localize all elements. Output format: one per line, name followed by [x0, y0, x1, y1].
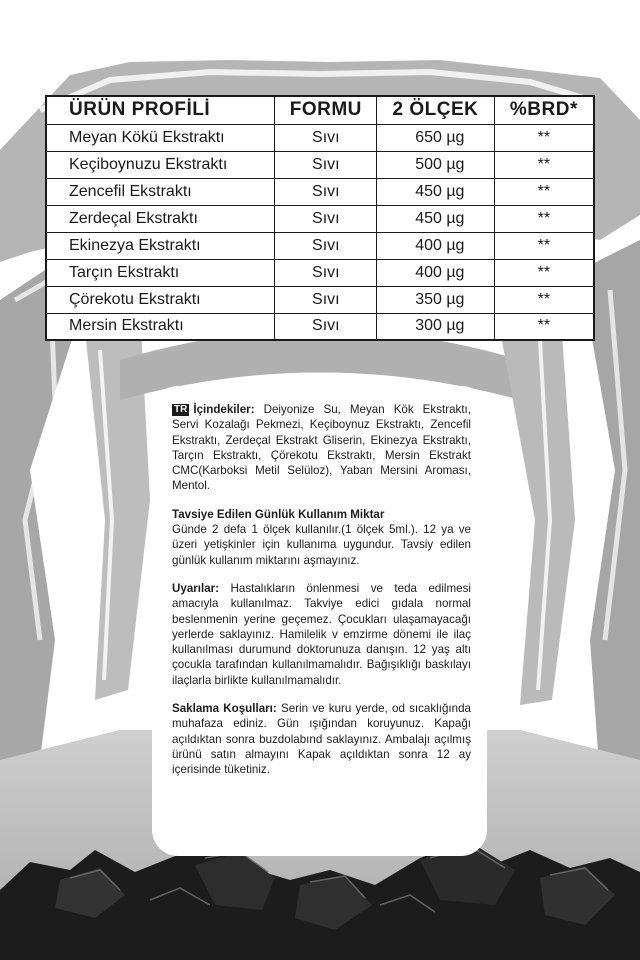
ingredients-text: Deiyonize Su, Meyan Kök Ekstraktı, Servi Kozalağı Pekmezi, Keçiboynuz Ekstraktı, Zencefil Ekstraktı, Zerdeçal Ekstrakt Gliserin, Ekinezya Ekstraktı, Tarçın Ekstraktı, Çörekotu Ekstraktı, Mersin Ekstrakt CMC(Karboksi Metil Selüloz), Yaban Mersini Aroması, Mentol. [172, 403, 471, 493]
ingredient-brd: ** [494, 124, 594, 151]
ingredient-brd: ** [494, 151, 594, 178]
ingredient-name: Keçiboynuzu Ekstraktı [46, 151, 275, 178]
ingredient-name: Zerdeçal Ekstraktı [46, 205, 275, 232]
product-profile-table [45, 95, 595, 341]
table-row [46, 151, 594, 178]
ingredient-amount: 500 µg [377, 151, 495, 178]
ingredient-form: Sıvı [275, 178, 377, 205]
ingredient-amount: 400 µg [377, 259, 495, 286]
ingredient-name: Tarçın Ekstraktı [46, 259, 275, 286]
ingredient-brd: ** [494, 313, 594, 340]
usage-section [172, 507, 471, 568]
table-header-row [46, 96, 594, 124]
ingredient-name: Çörekotu Ekstraktı [46, 286, 275, 313]
warnings-text: Hastalıkların önlenmesi ve teda edilmesi amacıyla kullanılmaz. Takviye edici gıdala normal beslenmenin yerine geçemez. Çocukları ulaşamayacağı yerlerde saklayınız. Hamilelik v emzirme dönemi ile ilaç kullanılması durumund doktorunuza danışın. 12 yaş altı çocukla tarafından kullanılmamalıdır. Bağışıklığı baskılayı ilaçlarla birlikte kullanılmamalıdır. [172, 581, 471, 687]
ingredient-form: Sıvı [275, 286, 377, 313]
usage-heading: Tavsiye Edilen Günlük Kullanım Miktar [172, 507, 385, 521]
ingredient-form: Sıvı [275, 205, 377, 232]
ingredient-brd: ** [494, 232, 594, 259]
table-row [46, 232, 594, 259]
table-row [46, 286, 594, 313]
ingredient-name: Meyan Kökü Ekstraktı [46, 124, 275, 151]
table-row [46, 259, 594, 286]
ingredient-brd: ** [494, 259, 594, 286]
ingredient-brd: ** [494, 178, 594, 205]
ingredient-form: Sıvı [275, 232, 377, 259]
ingredient-amount: 650 µg [377, 124, 495, 151]
ingredient-amount: 400 µg [377, 232, 495, 259]
ingredient-amount: 450 µg [377, 205, 495, 232]
table-row [46, 205, 594, 232]
ingredient-amount: 300 µg [377, 313, 495, 340]
header-two-scoops: 2 ÖLÇEK [377, 96, 495, 124]
ingredient-name: Ekinezya Ekstraktı [46, 232, 275, 259]
header-brd: %BRD* [494, 96, 594, 124]
header-product-profile: ÜRÜN PROFİLİ [46, 96, 275, 124]
table-row [46, 124, 594, 151]
storage-heading: Saklama Koşulları: [172, 702, 277, 716]
ingredient-brd: ** [494, 205, 594, 232]
ingredient-form: Sıvı [275, 313, 377, 340]
storage-section [172, 701, 471, 777]
ingredient-brd: ** [494, 286, 594, 313]
language-badge: TR [174, 404, 188, 415]
ingredient-amount: 350 µg [377, 286, 495, 313]
ingredient-form: Sıvı [275, 124, 377, 151]
ingredient-name: Mersin Ekstraktı [46, 313, 275, 340]
storage-text: Serin ve kuru yerde, od sıcaklığında muhafaza ediniz. Gün ışığından koruyunuz. Kapağı açıldıktan sonra buzdolabınd saklayınız. Ambalajı açılmış ürünü satın almayını Kapak açıldıktan sonra 12 ay içerisinde tüketiniz. [172, 702, 471, 777]
ingredient-amount: 450 µg [377, 178, 495, 205]
table-row [46, 313, 594, 340]
ingredients-heading: İçindekiler: [193, 403, 255, 416]
table-row [46, 178, 594, 205]
usage-text: Günde 2 defa 1 ölçek kullanılır.(1 ölçek 5ml.). 12 ya ve üzeri yetişkinler için kullanıma uygundur. Tavsiy edilen günlük kullanım miktarını aşmayınız. [172, 523, 471, 567]
header-form: FORMU [275, 96, 377, 124]
warnings-heading: Uyarılar: [172, 581, 220, 595]
ingredient-form: Sıvı [275, 151, 377, 178]
info-panel [152, 386, 487, 856]
ingredients-section [172, 402, 471, 494]
ingredient-form: Sıvı [275, 259, 377, 286]
ingredient-name: Zencefil Ekstraktı [46, 178, 275, 205]
warnings-section [172, 581, 471, 688]
